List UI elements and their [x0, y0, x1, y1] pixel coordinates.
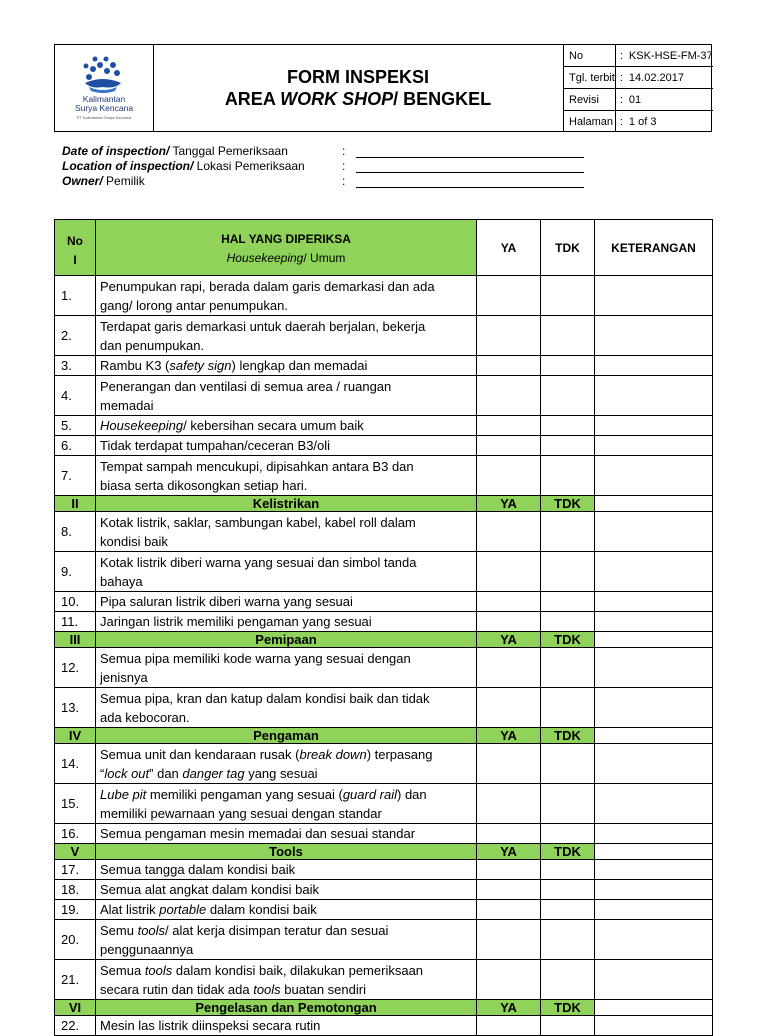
keterangan-cell[interactable]	[595, 552, 713, 592]
title-line-1: FORM INSPEKSI	[286, 67, 429, 87]
keterangan-cell[interactable]	[595, 612, 713, 632]
table-row: 6. Tidak terdapat tumpahan/ceceran B3/oli	[55, 436, 713, 456]
meta-key: No	[563, 45, 615, 67]
table-row: 19. Alat listrik portable dalam kondisi baik	[55, 900, 713, 920]
tdk-cell[interactable]	[541, 436, 595, 456]
ya-cell[interactable]	[477, 784, 541, 824]
keterangan-cell[interactable]	[595, 376, 713, 416]
section-row: IV Pengaman YA TDK	[55, 728, 713, 744]
keterangan-cell[interactable]	[595, 744, 713, 784]
header-ya: YA	[477, 220, 541, 276]
keterangan-cell[interactable]	[595, 688, 713, 728]
inspection-table	[54, 219, 713, 1036]
ya-cell[interactable]	[477, 612, 541, 632]
table-row: 20. Semu tools/ alat kerja disimpan teratur dan sesuai penggunaannya	[55, 920, 713, 960]
keterangan-cell[interactable]	[595, 592, 713, 612]
table-row: 15. Lube pit memiliki pengaman yang sesuai (guard rail) dan memiliki pewarnaan yang sesuai dengan standar	[55, 784, 713, 824]
ya-cell[interactable]	[477, 436, 541, 456]
tdk-cell[interactable]	[541, 880, 595, 900]
keterangan-cell[interactable]	[595, 456, 713, 496]
keterangan-cell[interactable]	[595, 436, 713, 456]
form-header	[54, 44, 712, 132]
table-row: 5. Housekeeping/ kebersihan secara umum baik	[55, 416, 713, 436]
meta-key: Tgl. terbit	[563, 67, 615, 89]
owner-input-line[interactable]	[356, 187, 584, 188]
meta-value: 1 of 3	[628, 115, 657, 128]
keterangan-cell[interactable]	[595, 416, 713, 436]
tdk-cell[interactable]	[541, 860, 595, 880]
table-row: 16. Semua pengaman mesin memadai dan sesuai standar	[55, 824, 713, 844]
header-hal: HAL YANG DIPERIKSA Housekeeping/ Umum	[96, 220, 477, 276]
tdk-cell[interactable]	[541, 456, 595, 496]
ya-cell[interactable]	[477, 276, 541, 316]
ya-cell[interactable]	[477, 316, 541, 356]
tdk-cell[interactable]	[541, 552, 595, 592]
table-row: 12. Semua pipa memiliki kode warna yang sesuai dengan jenisnya	[55, 648, 713, 688]
location-input-line[interactable]	[356, 172, 584, 173]
logo-line2: Surya Kencana	[74, 103, 134, 113]
header-keterangan: KETERANGAN	[595, 220, 713, 276]
keterangan-cell[interactable]	[595, 316, 713, 356]
colon: :	[342, 159, 346, 173]
table-row: 10. Pipa saluran listrik diberi warna yang sesuai	[55, 592, 713, 612]
ya-cell[interactable]	[477, 1016, 541, 1036]
tdk-cell[interactable]	[541, 744, 595, 784]
table-row: 14. Semua unit dan kendaraan rusak (break down) terpasang “lock out” dan danger tag yang sesuai	[55, 744, 713, 784]
table-row: 21. Semua tools dalam kondisi baik, dilakukan pemeriksaan secara rutin dan tidak ada tools buatan sendiri	[55, 960, 713, 1000]
ya-cell[interactable]	[477, 688, 541, 728]
tdk-cell[interactable]	[541, 900, 595, 920]
date-input-line[interactable]	[356, 157, 584, 158]
table-row: 3. Rambu K3 (safety sign) lengkap dan memadai	[55, 356, 713, 376]
info-owner-label: Owner/ Pemilik	[62, 174, 145, 188]
logo-line1: Kalimantan	[82, 94, 126, 104]
tdk-cell[interactable]	[541, 512, 595, 552]
keterangan-cell[interactable]	[595, 880, 713, 900]
ya-cell[interactable]	[477, 744, 541, 784]
header-no: No I	[55, 220, 96, 276]
ya-cell[interactable]	[477, 356, 541, 376]
tdk-cell[interactable]	[541, 592, 595, 612]
keterangan-cell[interactable]	[595, 900, 713, 920]
ya-cell[interactable]	[477, 416, 541, 436]
table-row: 13. Semua pipa, kran dan katup dalam kondisi baik dan tidak ada kebocoran.	[55, 688, 713, 728]
table-row: 7. Tempat sampah mencukupi, dipisahkan antara B3 dan biasa serta dikosongkan setiap hari.	[55, 456, 713, 496]
keterangan-cell[interactable]	[595, 276, 713, 316]
section-row: V Tools YA TDK	[55, 844, 713, 860]
tdk-cell[interactable]	[541, 356, 595, 376]
ya-cell[interactable]	[477, 824, 541, 844]
keterangan-cell[interactable]	[595, 960, 713, 1000]
keterangan-cell[interactable]	[595, 648, 713, 688]
table-header	[55, 220, 713, 276]
colon: :	[342, 174, 346, 188]
ya-cell[interactable]	[477, 920, 541, 960]
table-row: 22. Mesin las listrik diinspeksi secara rutin	[55, 1016, 713, 1036]
section-row: VI Pengelasan dan Pemotongan YA TDK	[55, 1000, 713, 1016]
tdk-cell[interactable]	[541, 784, 595, 824]
tdk-cell[interactable]	[541, 316, 595, 356]
tdk-cell[interactable]	[541, 416, 595, 436]
table-row: 1. Penumpukan rapi, berada dalam garis demarkasi dan ada gang/ lorong antar penumpukan.	[55, 276, 713, 316]
keterangan-cell[interactable]	[595, 1016, 713, 1036]
document-meta: No : KSK-HSE-FM-37 Tgl. terbit : 14.02.2017 Revisi : 01 Halaman : 1 of 3	[563, 45, 713, 132]
logo-sub: PT Kalimantan Surya Kencana	[76, 115, 132, 120]
ya-cell[interactable]	[477, 552, 541, 592]
info-location-label: Location of inspection/ Lokasi Pemeriksaan	[62, 159, 305, 173]
meta-value: 14.02.2017	[623, 67, 713, 89]
tdk-cell[interactable]	[541, 688, 595, 728]
tdk-cell[interactable]	[541, 648, 595, 688]
ya-cell[interactable]	[477, 376, 541, 416]
keterangan-cell[interactable]	[595, 860, 713, 880]
tdk-cell[interactable]	[541, 824, 595, 844]
keterangan-cell[interactable]	[595, 512, 713, 552]
header-tdk: TDK	[541, 220, 595, 276]
section-row: II Kelistrikan YA TDK	[55, 496, 713, 512]
tdk-cell[interactable]	[541, 276, 595, 316]
meta-value: 01	[623, 89, 713, 111]
ya-cell[interactable]	[477, 512, 541, 552]
table-row: 11. Jaringan listrik memiliki pengaman yang sesuai	[55, 612, 713, 632]
tdk-cell[interactable]	[541, 960, 595, 1000]
ya-cell[interactable]	[477, 960, 541, 1000]
title-line-2: AREA WORK SHOP/ BENGKEL	[224, 89, 492, 109]
ya-cell[interactable]	[477, 900, 541, 920]
meta-value: KSK-HSE-FM-37	[623, 45, 713, 67]
keterangan-cell[interactable]	[595, 824, 713, 844]
table-row: 4. Penerangan dan ventilasi di semua area / ruangan memadai	[55, 376, 713, 416]
table-row: 17. Semua tangga dalam kondisi baik	[55, 860, 713, 880]
colon: :	[342, 144, 346, 158]
info-date-label: Date of inspection/ Tanggal Pemeriksaan	[62, 144, 288, 158]
ya-cell[interactable]	[477, 592, 541, 612]
tdk-cell[interactable]	[541, 1016, 595, 1036]
ya-cell[interactable]	[477, 456, 541, 496]
meta-key: Halaman	[563, 111, 615, 133]
keterangan-cell[interactable]	[595, 784, 713, 824]
table-row: 18. Semua alat angkat dalam kondisi baik	[55, 880, 713, 900]
table-row: 2. Terdapat garis demarkasi untuk daerah berjalan, bekerja dan penumpukan.	[55, 316, 713, 356]
form-title	[153, 45, 564, 131]
tdk-cell[interactable]	[541, 376, 595, 416]
ya-cell[interactable]	[477, 880, 541, 900]
ya-cell[interactable]	[477, 860, 541, 880]
keterangan-cell[interactable]	[595, 920, 713, 960]
tdk-cell[interactable]	[541, 612, 595, 632]
table-row: 9. Kotak listrik diberi warna yang sesuai dan simbol tanda bahaya	[55, 552, 713, 592]
meta-key: Revisi	[563, 89, 615, 111]
ya-cell[interactable]	[477, 648, 541, 688]
logo-emblem-icon	[55, 45, 153, 131]
table-row: 8. Kotak listrik, saklar, sambungan kabel, kabel roll dalam kondisi baik	[55, 512, 713, 552]
section-row: III Pemipaan YA TDK	[55, 632, 713, 648]
keterangan-cell[interactable]	[595, 356, 713, 376]
company-logo	[55, 45, 154, 131]
tdk-cell[interactable]	[541, 920, 595, 960]
